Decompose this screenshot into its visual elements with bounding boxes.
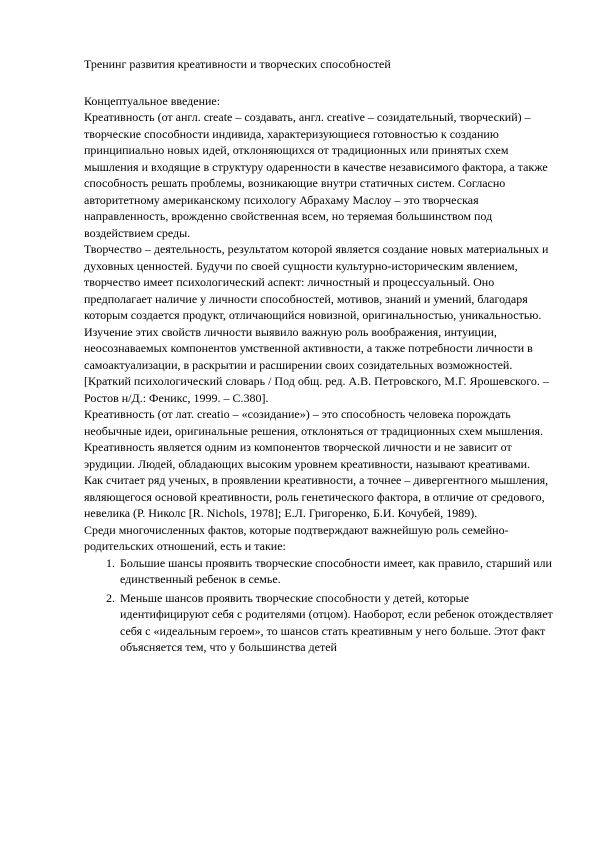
paragraph-creativity-definition: Креативность (от англ. create – создавать, англ. creative – созидательный, творческий) – творческие способности индивида, характеризующиеся готовностью к созданию принципиально новых идей, отклоняющихся от традиционных или принятых схем мышления и входящие в структуру одаренности в качестве независимого фактора, а также способность решать проблемы, возникающие внутри статичных систем. Согласно авторитетному американскому психологу Абрахаму Маслоу – это творческая направленность, врожденно свойственная всем, но теряемая большинством под воздействием среды.	[84, 110, 548, 240]
document-page	[84, 56, 554, 658]
paragraph-creativity-latin: Креативность (от лат. creatio – «созидание») – это способность человека порождать необычные идеи, оригинальные решения, отклоняться от традиционных схем мышления. Креативность является одним из компонентов творческой личности и не зависит от эрудиции. Людей, обладающих высоким уровнем креативности, называют креативами.	[84, 407, 544, 471]
section-heading: Концептуальное введение:	[84, 93, 221, 108]
document-title: Тренинг развития креативности и творческих способностей	[84, 57, 391, 71]
list-item: 2. Меньше шансов проявить творческие способности у детей, которые идентифицируют себя с родителями (отцом). Наоборот, если ребенок отождествляет себя с «идеальным героем», то шансов стать креативным у него больше. Этот факт объясняется тем, что у большинства детей	[118, 590, 554, 656]
paragraph-family-facts: Среди многочисленных фактов, которые подтверждают важнейшую роль семейно-родительских отношений, есть и такие:	[84, 522, 509, 553]
paragraph-creation-definition: Творчество – деятельность, результатом которой является создание новых материальных и духовных ценностей. Будучи по своей сущности культурно-историческим явлением, творчество имеет психологический аспект: личностный и процессуальный. Оно предполагает наличие у личности способностей, мотивов, знаний и умений, благодаря которым создается продукт, отличающийся новизной, оригинальностью, уникальностью. Изучение этих свойств личности выявило важную роль воображения, интуиции, неосознаваемых компонентов умственной активности, а также потребности личности в самоактуализации, в раскрытии и расширении своих созидательных возможностей. [Краткий психологический словарь / Под общ. ред. А.В. Петровского, М.Г. Ярошевского. – Ростов н/Д.: Феникс, 1999. – С.380].	[84, 242, 549, 405]
list-item: 1. Большие шансы проявить творческие способности имеет, как правило, старший или единственный ребенок в семье.	[118, 555, 554, 588]
paragraph-genetic-factor: Как считает ряд ученых, в проявлении креативности, а точнее – дивергентного мышления, являющегося основой креативности, роль генетического фактора, в отличие от средового, невелика (Р. Николс [R. Nichols, 1978]; Е.Л. Григоренко, Б.И. Кочубей, 1989).	[84, 473, 549, 520]
facts-list	[84, 555, 554, 656]
